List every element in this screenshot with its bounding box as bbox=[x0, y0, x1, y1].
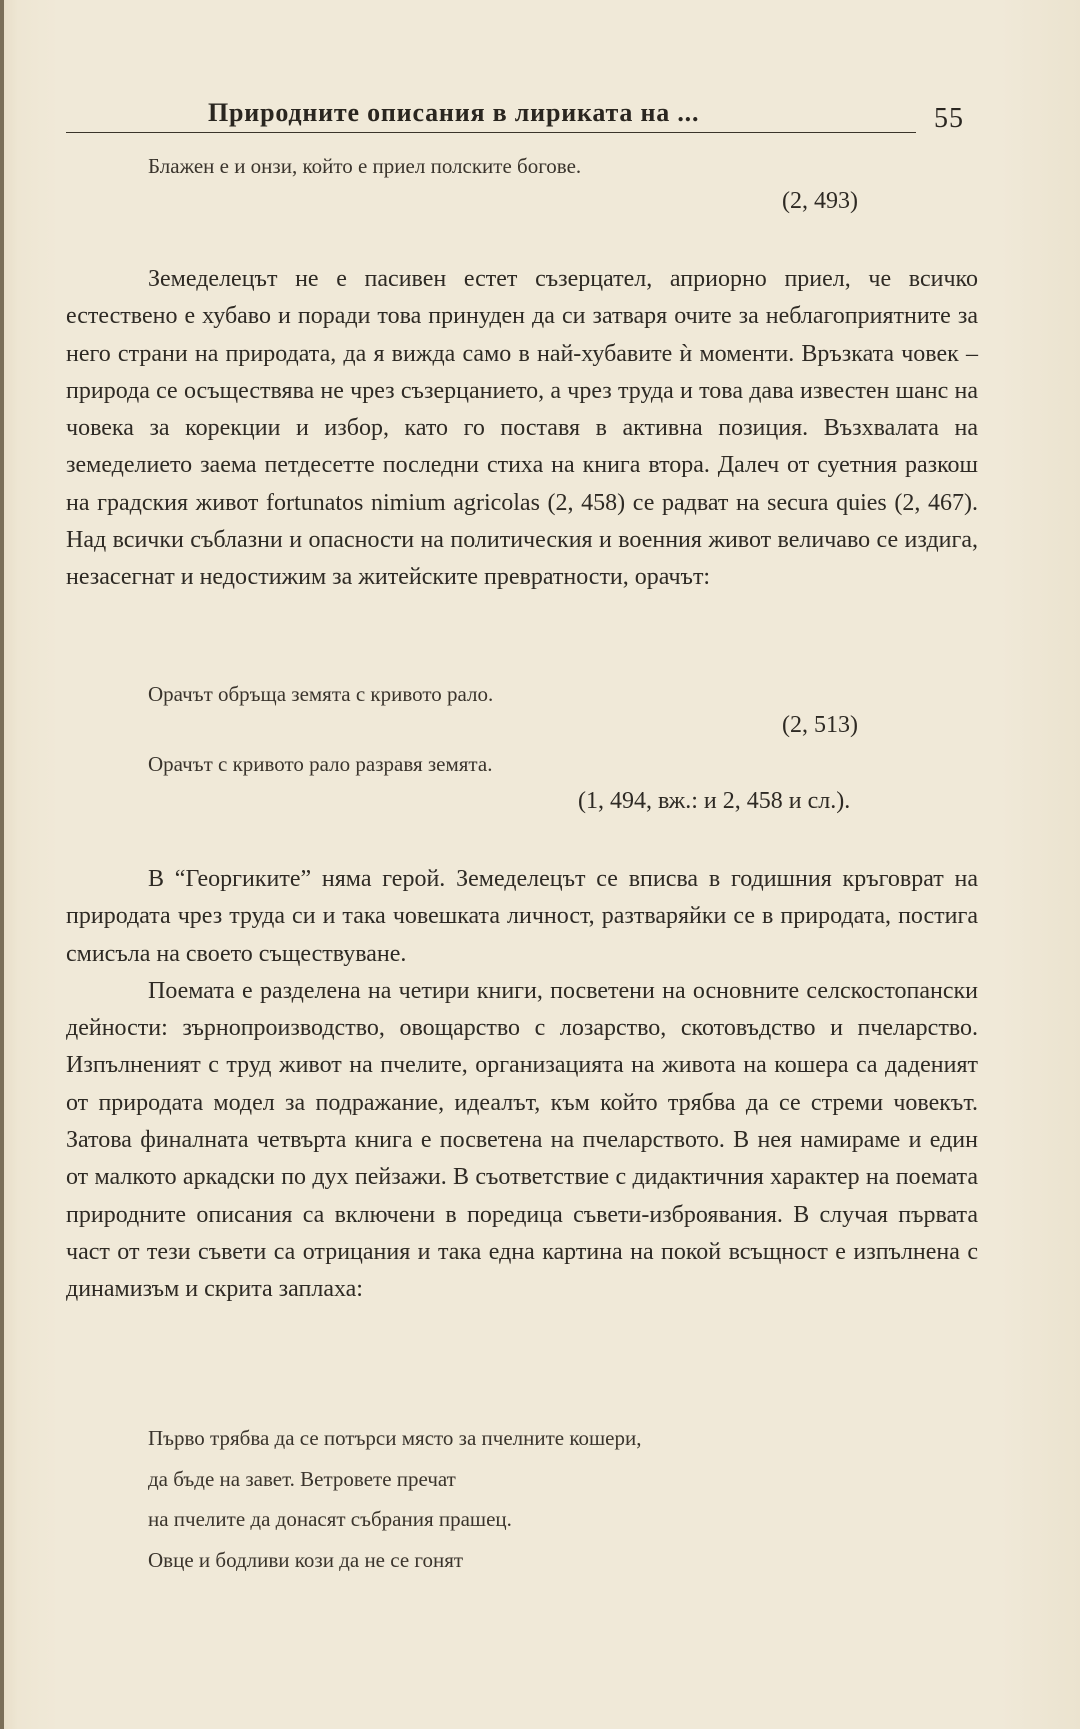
closing-verse-quote bbox=[148, 1418, 641, 1580]
running-header bbox=[66, 96, 916, 132]
paragraph-2-text: В “Георгиките” няма герой. Земеделецът се вписва в годишния кръговрат на природата чрез труда си и така човешката личност, разтваряйки се в природата, постига смисъла на своето съществуване. bbox=[66, 866, 978, 967]
book-spine-edge bbox=[0, 0, 4, 1729]
closing-verse-line: да бъде на завет. Ветровете пречат bbox=[148, 1466, 456, 1491]
paragraph-1 bbox=[66, 261, 978, 597]
running-header-title: Природните описания в лириката на ... bbox=[208, 98, 700, 127]
closing-verse-line: Овце и бодливи кози да не се гонят bbox=[148, 1547, 464, 1572]
verse-quote-1: Блажен е и онзи, който е приел полските богове. bbox=[148, 154, 582, 178]
closing-verse-line: на пчелите да донасят събрания прашец. bbox=[148, 1507, 512, 1531]
verse-reference-1: (2, 493) bbox=[782, 188, 858, 214]
page-number: 55 bbox=[934, 103, 964, 134]
closing-verse-line: Първо трябва да се потърси място за пчелните кошери, bbox=[148, 1426, 642, 1450]
verse-quote-2: Орачът обръща земята с кривото рало. bbox=[148, 682, 494, 706]
paragraph-2 bbox=[66, 861, 978, 1309]
paragraph-1-text: Земеделецът не е пасивен естет съзерцател, априорно приел, че всичко естествено е хубаво и поради това принуден да си затваря очите за неблагоприятните за него страни на природата, да я вижда само в най-хубавите ѝ моменти. Връзката човек – природа се осъществява не чрез съзерцанието, а чрез труда и това дава известен шанс на човека за корекции и избор, като го поставя в активна позиция. Възхвалата на земеделието заема петдесетте последни стиха на книга втора. Далеч от суетния разкош на градския живот fortunatos nimium agricolas (2, 458) се радват на secura quies (2, 467). Над всички съблазни и опасности на политическия и военния живот величаво се издига, незасегнат и недостижим за житейските превратности, орачът: bbox=[66, 266, 978, 591]
verse-reference-3: (1, 494, вж.: и 2, 458 и сл.). bbox=[578, 788, 851, 814]
verse-reference-2: (2, 513) bbox=[782, 712, 858, 738]
paragraph-3-text: Поемата е разделена на четири книги, посветени на основните селскостопански дейности: зърнопроизводство, овощарство с лозарство, скотовъдство и пчеларство. Изпълненият с труд живот на пчелите, организацията на живота на кошера са даденият от природата модел за подражание, идеалът, към който трябва да се стреми човекът. Затова финалната четвърта книга е посветена на пчеларството. В нея намираме и един от малкото аркадски по дух пейзажи. В съответствие с дидактичния характер на поемата природните описания са включени в поредица съвети-изброявания. В случая първата част от тези съвети са отрицания и така една картина на покой всъщност е изпълнена с динамизъм и скрита заплаха: bbox=[66, 977, 978, 1303]
header-rule bbox=[66, 132, 916, 133]
verse-quote-3: Орачът с кривото рало разравя земята. bbox=[148, 752, 493, 776]
